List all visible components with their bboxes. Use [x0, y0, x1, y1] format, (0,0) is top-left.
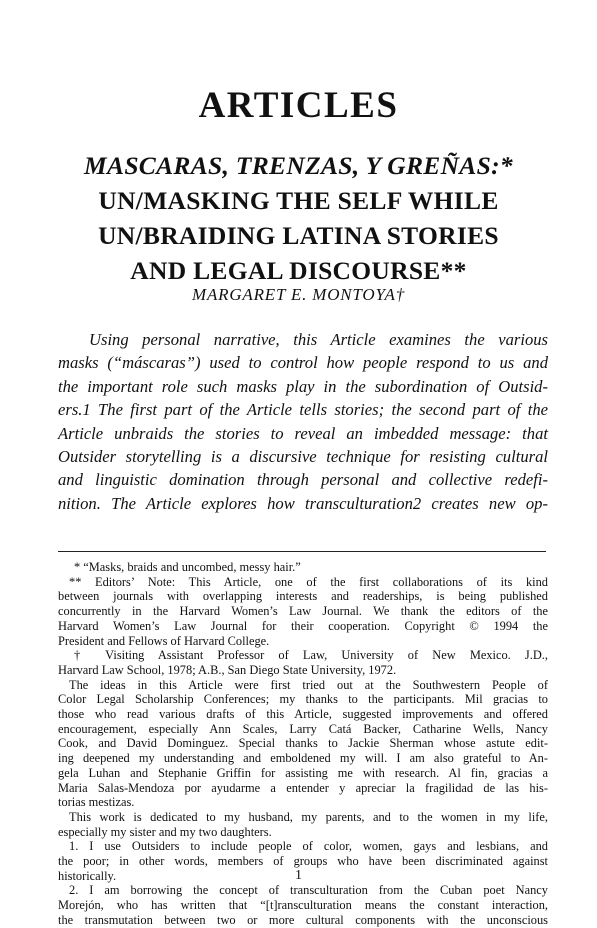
footnote-line: Harvard Law School, 1978; A.B., San Diego State University, 1972.: [58, 662, 397, 677]
footnote-line: 2. I am borrowing the concept of transculturation from the Cuban poet Nancy: [69, 883, 548, 898]
article-title: [40, 148, 557, 288]
footnote-line: ing deepened my understanding and emboldened my will. I am also grateful to An-: [58, 751, 548, 766]
footnote-line: Cook, and David Dominguez. Special thanks to Jackie Sherman whose astute edit-: [58, 736, 548, 751]
footnote-line: Harvard Women’s Law Journal for their cooperation. Copyright © 1994 the: [58, 618, 548, 633]
footnote-line: † Visiting Assistant Professor of Law, University of New Mexico. J.D.,: [74, 648, 548, 663]
section-heading: ARTICLES: [198, 85, 399, 126]
abstract-line: masks (“máscaras”) used to control how people respond to us and: [58, 353, 548, 373]
footnote-line: especially my sister and my two daughters.: [58, 824, 272, 839]
footnote-line: This work is dedicated to my husband, my parents, and to the women in my life,: [69, 809, 548, 824]
page-number: 1: [295, 868, 302, 883]
footnote-line: torias mestizas.: [58, 795, 135, 810]
title-line-4: AND LEGAL DISCOURSE**: [130, 256, 467, 285]
footnote-line: those who read various drafts of this Article, suggested improvements and offered: [58, 707, 548, 722]
footnote-line: the transmutation between two or more cultural components with the unconscious: [58, 912, 548, 927]
abstract-line: Article unbraids the stories to reveal an imbedded message: that: [58, 423, 548, 443]
footnote-line: between journals with overlapping interests and readerships, is being published: [58, 589, 548, 604]
abstract-paragraph: [58, 328, 548, 515]
footnote-line: historically.: [58, 868, 117, 883]
abstract-line: Outsider storytelling is a discursive technique for resisting cultural: [58, 447, 548, 467]
footnote-line: The ideas in this Article were first tried out at the Southwestern People of: [69, 677, 548, 692]
footnote-line: concurrently in the Harvard Women’s Law Journal. We thank the editors of the: [58, 604, 548, 619]
footnote-line: * “Masks, braids and uncombed, messy hair.”: [74, 560, 301, 574]
footnote-line: ** Editors’ Note: This Article, one of the first collaborations of its kind: [69, 574, 548, 589]
abstract-line: nition. The Article explores how transculturation2 creates new op-: [58, 493, 548, 513]
footnote-line: 1. I use Outsiders to include people of color, women, gays and lesbians, and: [69, 839, 548, 854]
author-byline: MARGARET E. MONTOYA†: [192, 285, 405, 304]
footnote-line: President and Fellows of Harvard College.: [58, 633, 270, 648]
abstract-line: Using personal narrative, this Article examines the various: [89, 330, 548, 349]
title-line-1: MASCARAS, TRENZAS, Y GREÑAS:*: [84, 151, 513, 180]
footnote-line: Maria Salas-Mendoza por ayudarme a entender y apreciar la fragilidad de las his-: [58, 780, 548, 795]
abstract-line: the important role such masks play in the subordination of Outsid-: [58, 376, 548, 396]
title-line-2: UN/MASKING THE SELF WHILE: [98, 186, 499, 215]
footnote-line: Morejón, who has written that “[t]ransculturation means the constant interaction,: [58, 898, 548, 913]
footnote-line: the poor; in other words, members of groups who have been discriminated against: [58, 854, 548, 869]
abstract-line: ers.1 The first part of the Article tells stories; the second part of the: [58, 400, 548, 420]
footnote-line: encouragement, especially Ann Scales, Larry Catá Backer, Catharine Wells, Nancy: [58, 721, 548, 736]
title-line-3: UN/BRAIDING LATINA STORIES: [98, 221, 499, 250]
footnote-divider: [58, 551, 546, 552]
footnote-line: gela Luhan and Stephanie Griffin for assisting me with research. Al fin, gracias a: [58, 765, 548, 780]
abstract-line: and linguistic domination through personal and collective redefi-: [58, 470, 548, 490]
footnote-line: Color Legal Scholarship Conferences; my thanks to the participants. Mil gracias to: [58, 692, 548, 707]
